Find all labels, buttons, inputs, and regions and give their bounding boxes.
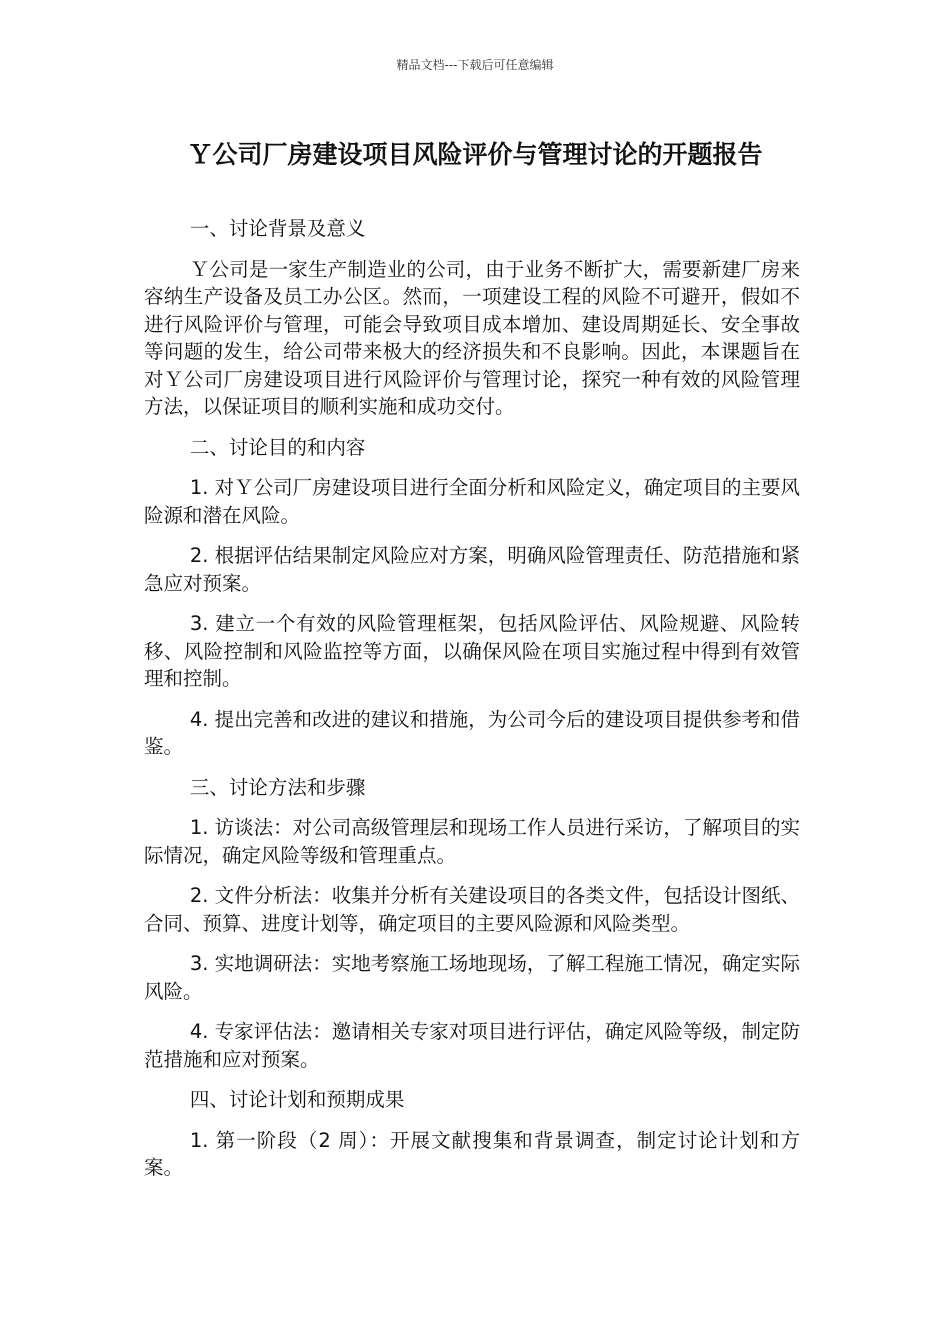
list-item: 2. 根据评估结果制定风险应对方案，明确风险管理责任、防范措施和紧急应对预案。: [144, 544, 800, 595]
section-background: [144, 215, 800, 421]
page-header: 精品文档---下载后可任意编辑: [396, 58, 554, 72]
section-plan: [144, 1086, 800, 1182]
list-item: 1. 对Ｙ公司厂房建设项目进行全面分析和风险定义，确定项目的主要风险源和潜在风险。: [144, 476, 800, 527]
paragraph: Ｙ公司是一家生产制造业的公司，由于业务不断扩大，需要新建厂房来容纳生产设备及员工办公区。然而，一项建设工程的风险不可避开，假如不进行风险评价与管理，可能会导致项目成本增加、建设周期延长、安全事故等问题的发生，给公司带来极大的经济损失和不良影响。因此，本课题旨在对Ｙ公司厂房建设项目进行风险评价与管理讨论，探究一种有效的风险管理方法，以保证项目的顺利实施和成功交付。: [144, 257, 800, 418]
list-item: 4. 专家评估法：邀请相关专家对项目进行评估，确定风险等级，制定防范措施和应对预案。: [144, 1020, 800, 1071]
section-heading: 二、讨论目的和内容: [189, 435, 366, 459]
section-objectives: [144, 434, 800, 761]
list-item: 2. 文件分析法：收集并分析有关建设项目的各类文件，包括设计图纸、合同、预算、进度计划等，确定项目的主要风险源和风险类型。: [144, 884, 800, 935]
section-methods: [144, 774, 800, 1074]
section-heading: 一、讨论背景及意义: [189, 217, 366, 240]
document-body: [144, 215, 800, 1195]
list-item: 4. 提出完善和改进的建议和措施，为公司今后的建设项目提供参考和借鉴。: [144, 707, 800, 758]
section-heading: 三、讨论方法和步骤: [189, 775, 366, 799]
list-item: 3. 建立一个有效的风险管理框架，包括风险评估、风险规避、风险转移、风险控制和风险监控等方面，以确保风险在项目实施过程中得到有效管理和控制。: [144, 612, 800, 690]
list-item: 1. 访谈法：对公司高级管理层和现场工作人员进行采访，了解项目的实际情况，确定风险等级和管理重点。: [144, 816, 800, 867]
list-item: 3. 实地调研法：实地考察施工场地现场，了解工程施工情况，确定实际风险。: [144, 952, 800, 1003]
section-heading: 四、讨论计划和预期成果: [189, 1088, 405, 1111]
document-title: Ｙ公司厂房建设项目风险评价与管理讨论的开题报告: [187, 140, 763, 169]
list-item: 1. 第一阶段（2 周）：开展文献搜集和背景调查，制定讨论计划和方案。: [144, 1128, 800, 1179]
